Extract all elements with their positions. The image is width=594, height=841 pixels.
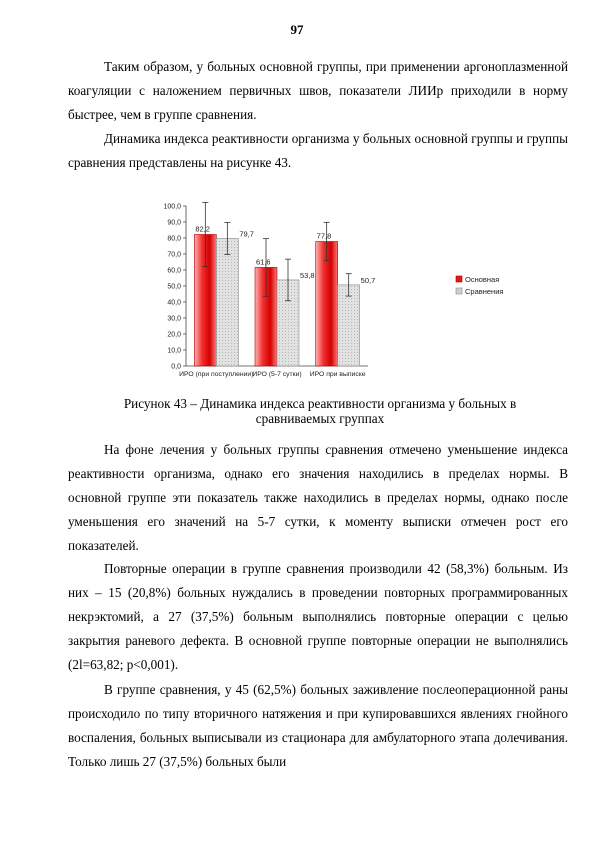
x-tick-label: ИРО (при поступлении) xyxy=(179,371,254,378)
paragraph-4: Повторные операции в группе сравнения производили 42 (58,3%) больным. Из них – 15 (20,8%) больных нуждались в проведении повторных программированных некрэктомий, а 27 (37,5%) больным выполнялись повторные операции с целью закрытия раневого дефекта. В основной группе повторные операции не выполнялись (2l=63,82; p<0,001). xyxy=(68,561,568,672)
paragraph-3: На фоне лечения у больных группы сравнения отмечено уменьшение индекса реактивности организма, однако его значения находились в пределах нормы. В основной группе эти показатель также находились в пределах нормы, однако после уменьшения его значений на 5-7 сутки, к моменту выписки отмечен рост его показателей. xyxy=(68,442,568,553)
figure-caption: Рисунок 43 – Динамика индекса реактивности организма у больных в сравниваемых группах xyxy=(123,396,517,426)
data-label: 77,8 xyxy=(316,231,332,241)
y-tick-label: 40,0 xyxy=(167,299,181,307)
legend-swatch xyxy=(456,288,462,294)
y-tick-label: 100,0 xyxy=(163,203,181,211)
data-label: 79,7 xyxy=(239,229,254,239)
data-label: 61,6 xyxy=(256,257,271,267)
y-tick-label: 30,0 xyxy=(167,315,181,323)
bar-chart xyxy=(150,196,522,386)
y-tick-label: 70,0 xyxy=(167,251,181,259)
y-tick-label: 50,0 xyxy=(167,283,181,291)
x-tick-label: ИРО (5-7 сутки) xyxy=(252,371,302,378)
paragraph-1: Таким образом, у больных основной группы, при применении аргоноплазменной коагуляции с наложением первичных швов, показатели ЛИИр приходили в норму быстрее, чем в группе сравнения. xyxy=(68,59,568,122)
y-tick-label: 0,0 xyxy=(171,363,181,371)
y-tick-label: 20,0 xyxy=(167,331,181,339)
data-label: 50,7 xyxy=(360,275,376,285)
paragraph-2: Динамика индекса реактивности организма у больных основной группы и группы сравнения представлены на рисунке 43. xyxy=(68,131,568,170)
y-tick-label: 10,0 xyxy=(167,347,181,355)
page-number: 97 xyxy=(290,22,304,37)
y-tick-label: 80,0 xyxy=(167,235,181,243)
legend-label: Основная xyxy=(465,275,500,284)
data-label: 53,8 xyxy=(300,270,315,280)
y-tick-label: 90,0 xyxy=(167,219,181,227)
paragraph-5: В группе сравнения, у 45 (62,5%) больных заживление послеоперационной раны происходило по типу вторичного натяжения и при купировавшихся явлениях гнойного воспаления, больных выписывали из стационара для амбулаторного этапа долечивания. Только лишь 27 (37,5%) больных были xyxy=(68,682,568,769)
bar-comparison xyxy=(338,285,360,366)
bar-comparison xyxy=(216,238,238,366)
legend-label: Сравнения xyxy=(465,287,504,296)
y-tick-label: 60,0 xyxy=(167,267,181,275)
data-label: 82,2 xyxy=(195,224,210,234)
figure-43-chart xyxy=(150,196,522,386)
legend-swatch xyxy=(456,276,462,282)
x-tick-label: ИРО при выписке xyxy=(309,371,366,378)
